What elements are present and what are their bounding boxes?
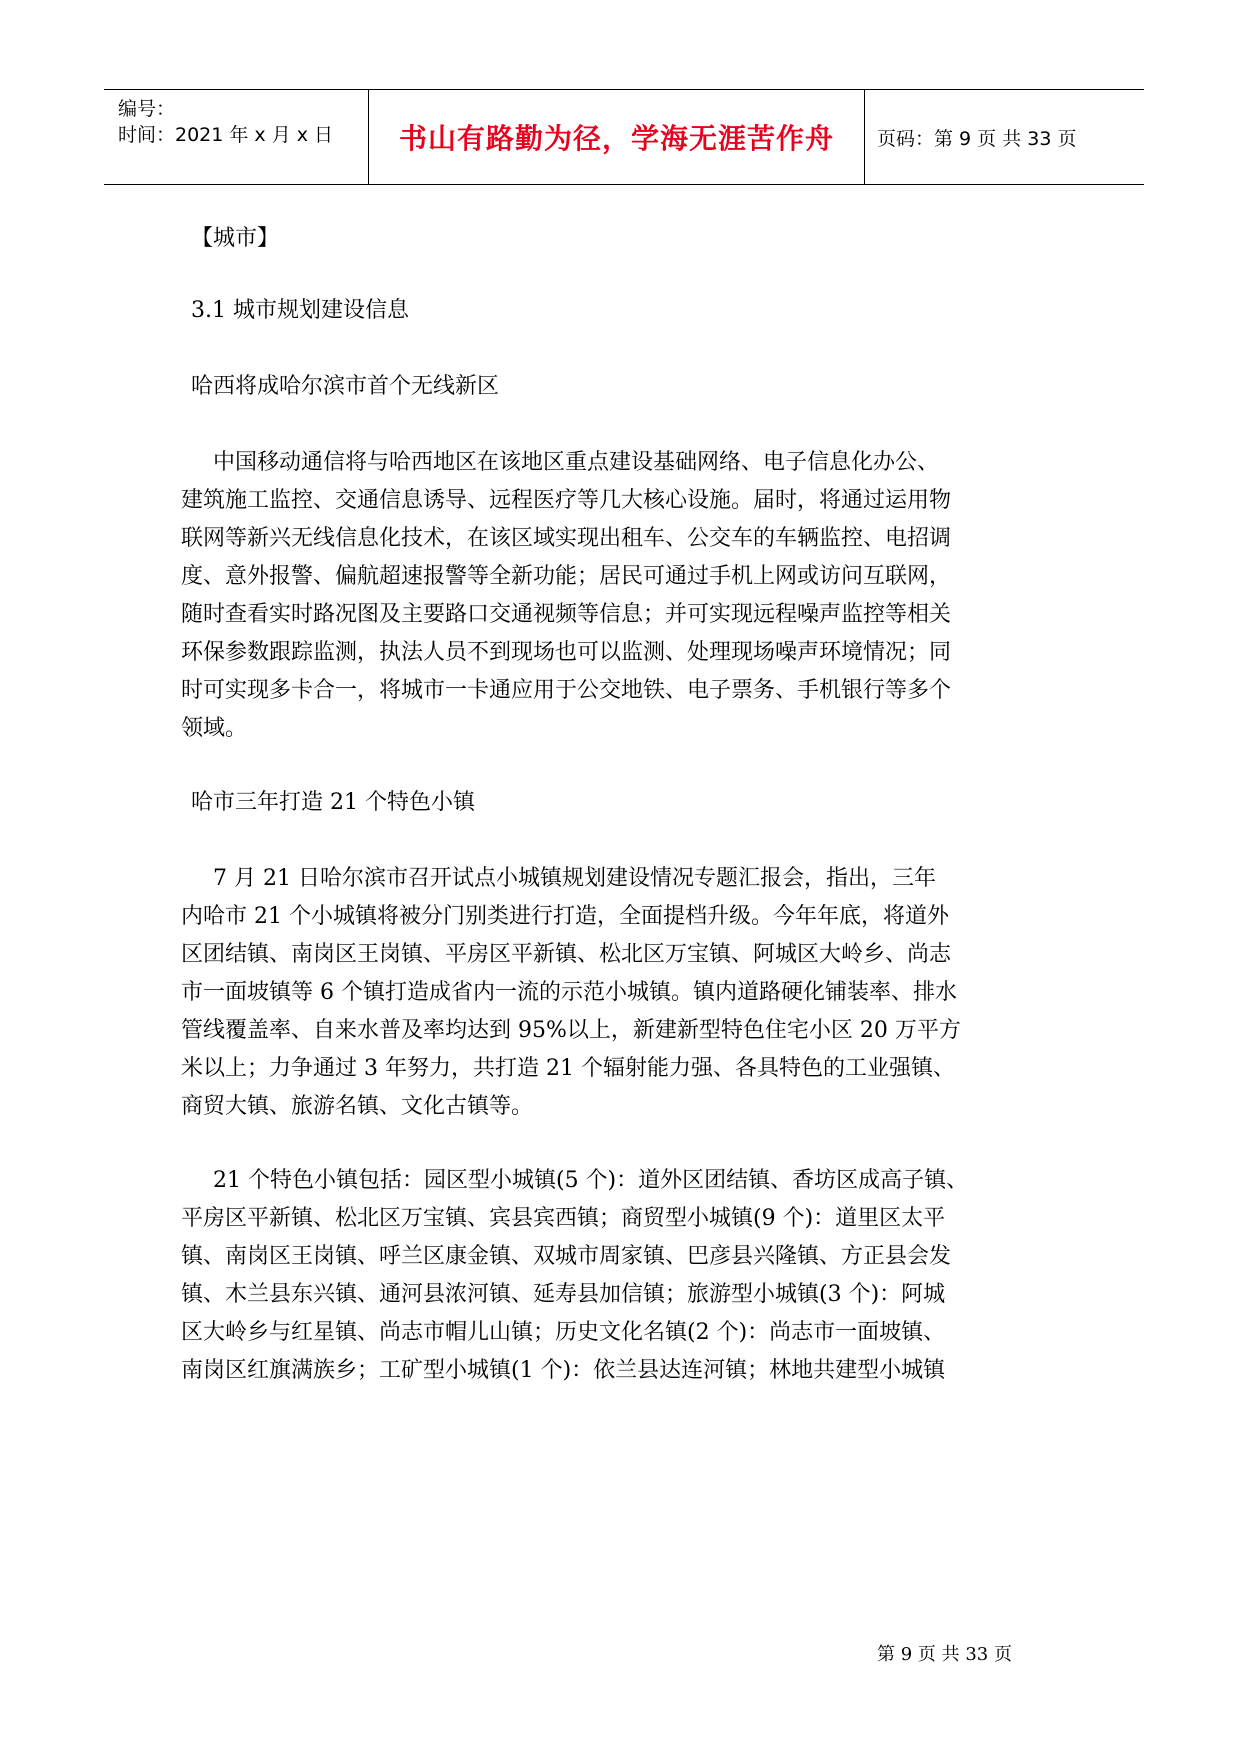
paragraph-line: 环保参数跟踪监测，执法人员不到现场也可以监测、处理现场噪声环境情况；同 (181, 640, 952, 665)
document-number-label: 编号： (118, 98, 176, 120)
article-title-2: 哈市三年打造 21 个特色小镇 (191, 790, 475, 815)
paragraph-line: 南岗区红旗满族乡；工矿型小城镇(1 个)：依兰县达连河镇；林地共建型小城镇 (181, 1358, 946, 1383)
paragraph-line: 领域。 (181, 716, 248, 741)
paragraph-line: 时可实现多卡合一，将城市一卡通应用于公交地铁、电子票务、手机银行等多个 (181, 678, 952, 703)
header-page-cell (865, 90, 1144, 184)
paragraph-line: 内哈市 21 个小城镇将被分门别类进行打造，全面提档升级。今年年底，将道外 (181, 904, 949, 929)
paragraph-line: 区大岭乡与红星镇、尚志市帽儿山镇；历史文化名镇(2 个)：尚志市一面坡镇、 (181, 1320, 946, 1345)
paragraph-line: 市一面坡镇等 6 个镇打造成省内一流的示范小城镇。镇内道路硬化铺装率、排水 (181, 980, 957, 1005)
page-footer: 第 9 页 共 33 页 (877, 1644, 1012, 1665)
paragraph-line: 管线覆盖率、自来水普及率均达到 95%以上，新建新型特色住宅小区 20 万平方 (181, 1018, 961, 1043)
document-header (104, 89, 1144, 185)
paragraph-line: 建筑施工监控、交通信息诱导、远程医疗等几大核心设施。届时，将通过运用物 (181, 488, 952, 513)
header-page-number: 页码：第 9 页 共 33 页 (877, 127, 1077, 150)
paragraph-line: 镇、南岗区王岗镇、呼兰区康金镇、双城市周家镇、巴彦县兴隆镇、方正县会发 (181, 1244, 952, 1269)
paragraph-line: 度、意外报警、偏航超速报警等全新功能；居民可通过手机上网或访问互联网， (181, 564, 952, 589)
article-title-1: 哈西将成哈尔滨市首个无线新区 (191, 374, 500, 399)
paragraph-line: 平房区平新镇、松北区万宝镇、宾县宾西镇；商贸型小城镇(9 个)：道里区太平 (181, 1206, 946, 1231)
header-motto-cell (369, 90, 865, 184)
document-time-label: 时间：2021 年 x 月 x 日 (118, 124, 334, 146)
paragraph-line: 联网等新兴无线信息化技术，在该区域实现出租车、公交车的车辆监控、电招调 (181, 526, 952, 551)
section-heading: 【城市】 (191, 226, 280, 251)
paragraph-line: 随时查看实时路况图及主要路口交通视频等信息；并可实现远程噪声监控等相关 (181, 602, 952, 627)
header-meta-cell (104, 90, 369, 184)
paragraph-line: 商贸大镇、旅游名镇、文化古镇等。 (181, 1094, 534, 1119)
paragraph-line: 中国移动通信将与哈西地区在该地区重点建设基础网络、电子信息化办公、 (213, 450, 940, 475)
paragraph-line: 21 个特色小镇包括：园区型小城镇(5 个)：道外区团结镇、香坊区成高子镇、 (213, 1168, 969, 1193)
paragraph-line: 镇、木兰县东兴镇、通河县浓河镇、延寿县加信镇；旅游型小城镇(3 个)：阿城 (181, 1282, 946, 1307)
subsection-heading: 3.1 城市规划建设信息 (191, 298, 409, 323)
paragraph-3 (181, 1162, 1061, 1390)
paragraph-line: 区团结镇、南岗区王岗镇、平房区平新镇、松北区万宝镇、阿城区大岭乡、尚志 (181, 942, 952, 967)
paragraph-line: 米以上；力争通过 3 年努力，共打造 21 个辐射能力强、各具特色的工业强镇、 (181, 1056, 955, 1081)
paragraph-2 (181, 860, 1061, 1126)
paragraph-line: 7 月 21 日哈尔滨市召开试点小城镇规划建设情况专题汇报会，指出，三年 (213, 866, 936, 891)
header-motto: 书山有路勤为径，学海无涯苦作舟 (398, 122, 834, 155)
paragraph-1 (181, 444, 1061, 748)
